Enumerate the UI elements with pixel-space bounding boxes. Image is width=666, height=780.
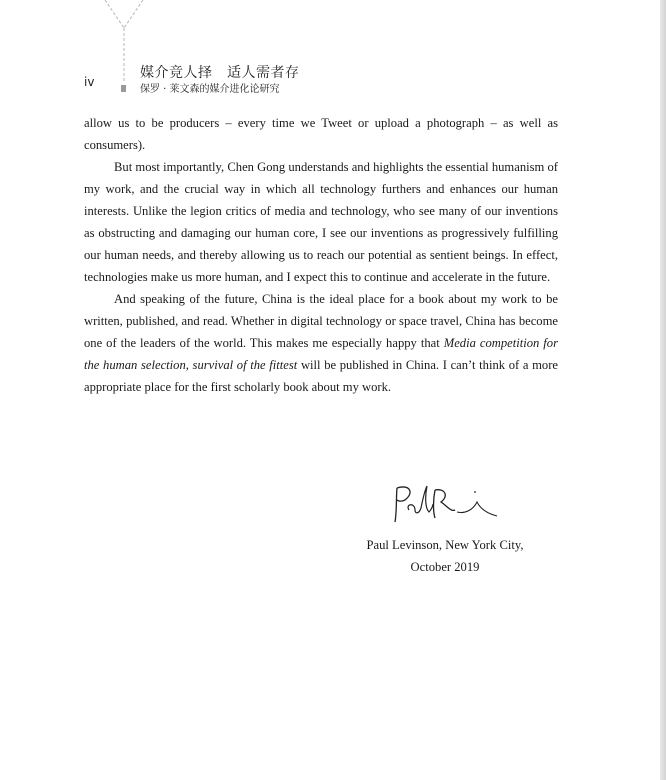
paragraph-3 [84, 288, 558, 398]
body-text [84, 112, 558, 398]
author-name-location: Paul Levinson, New York City, [366, 538, 524, 552]
book-title: Media competition for the human selection, survival of the fittest [84, 336, 559, 372]
paragraph-3-text-end: will be published in China. I can’t think of a more appropriate place for the first scholarly book about my work. [84, 358, 558, 394]
page-number: iv [84, 75, 95, 89]
paragraph-3-text-start: And speaking of the future, China is the ideal place for a book about my work to be written, published, and read. Whether in digital technology or space travel, China has become one of the leaders of the world. This makes me especially happy that [84, 292, 558, 350]
paragraph-2: But most importantly, Chen Gong understands and highlights the essential humanism of my work, and the crucial way in which all technology furthers and enhances our human interests. Unlike the legion critics of media and technology, who see many of our inventions as obstructing and damaging our human core, I see our inventions as progressively fulfilling our human needs, and thereby allowing us to reach our potential as sentient beings. In effect, technologies make us more human, and I expect this to continue and accelerate in the future. [84, 160, 558, 284]
paragraph-1: allow us to be producers – every time we Tweet or upload a photograph – as well as consumers). [84, 116, 558, 152]
page-edge-shadow [660, 0, 666, 780]
handwritten-signature [385, 480, 505, 528]
running-header-title: 媒介竞人择 适人需者存 [140, 65, 300, 81]
running-header-subtitle: 保罗 · 莱文森的媒介进化论研究 [140, 84, 280, 95]
author-date: October 2019 [410, 560, 480, 574]
